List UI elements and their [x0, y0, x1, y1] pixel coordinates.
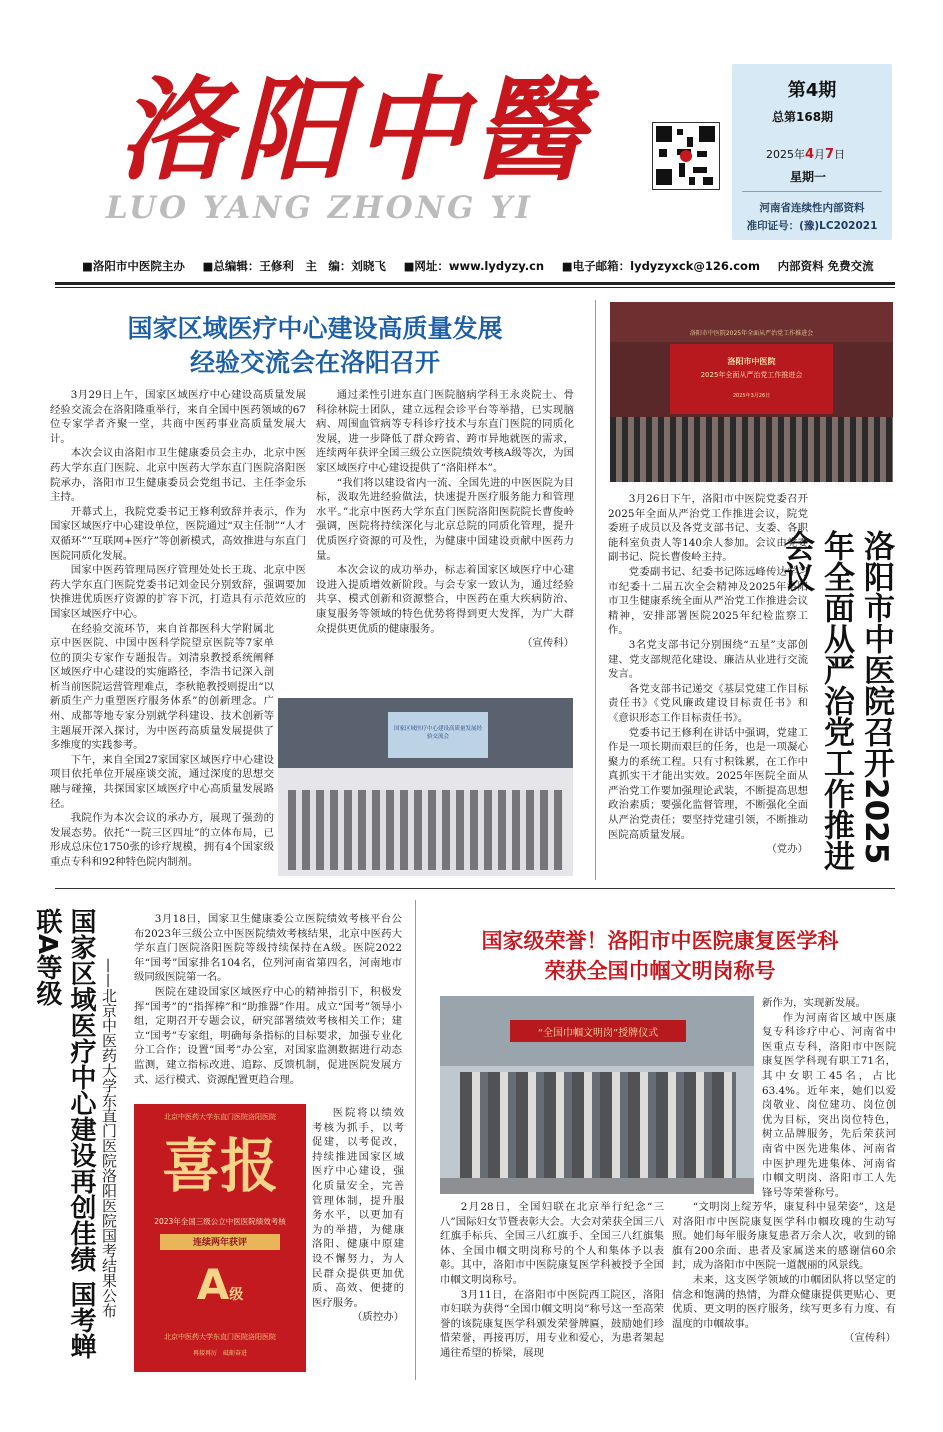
article3-side-column: [312, 1106, 404, 1325]
free-note: 内部资料 免费交流: [777, 259, 874, 273]
permit-number: 准印证号：(豫)LC202021: [746, 220, 878, 232]
paragraph: 3月11日，在洛阳市中医院西工院区，洛阳市妇联为获得“全国巾帼文明岗”称号这一至高荣誉的该院康复医学科颁发荣誉牌匾，鼓励她们珍惜荣誉，再接再厉，用专业和爱心，为患者架起通往希望的桥梁，展现: [440, 1288, 664, 1359]
paragraph: 党委副书记、纪委书记陈远峰传达学习市纪委十二届五次全会精神及2025年洛阳市卫生健康系统全面从严治党工作推进会议精神，安排部署医院2025年纪检监察工作。: [608, 565, 808, 637]
article4-column-2: [672, 1200, 896, 1346]
paragraph: 开幕式上，我院党委书记王修利致辞并表示，作为国家区域医疗中心建设单位，医院通过“双主任制”“人才双循环”“互联网+医疗”等创新模式，高效推进与东直门医院同质化发展。: [50, 505, 306, 562]
article4-column-1: [440, 1200, 664, 1361]
article3-headline: 国家区域医疗中心建设再创佳绩 国考蝉联A等级: [32, 908, 96, 1360]
editor-label: ■总编辑：王修利 主 编：刘晓飞: [202, 259, 386, 273]
paragraph: 党委书记王修利在讲话中强调，党建工作是一项长期而艰巨的任务，也是一项凝心聚力的系统工程。只有寸积铢累，在工作中真抓实干才能出实效。2025年医院全面从严治党工作要加强理论武装，不断提高思想政治素质；要强化监督管理，不断强化全面从严治党责任；要坚持党建引领，不断推动医院高质量发展。: [608, 726, 808, 841]
article3-byline: （质控办）: [352, 1311, 404, 1324]
article1-column-2: [316, 388, 574, 651]
paragraph: 在经验交流环节，来自首都医科大学附属北京中医医院、中国中医科学院望京医院等7家单位的顶尖专家作专题报告。刘清泉教授系统阐释区域医疗中心建设的实施路径，李浩书记深入剖析当前医院运营管理难点，李秋艳教授则提出“以新质生产力重塑医疗服务体系”的创新理念。广州、成都等地专家分别就学科建设、技术创新等主题展开深入探讨，为中医药高质量发展提供了多维度的实践参考。: [50, 622, 274, 752]
publication-type: 河南省连续性内部资料: [759, 202, 865, 214]
award-ceremony-photo: “全国巾帼文明岗”授牌仪式: [440, 996, 754, 1194]
paragraph: 我院作为本次会议的承办方，展现了强劲的发展态势。依托“一院三区四址”的立体布局，已形成总床位1750张的诊疗规模，拥有4个国家级重点专科和92种特色院内制剂。: [50, 812, 274, 868]
paragraph: 国家中医药管理局医疗管理处处长王珑、北京中医药大学东直门医院党委书记刘金民分别致辞，强调要加快推进优质医疗资源的扩容下沉，打造具有示范效应的国家区域医疗中心。: [50, 564, 306, 620]
meeting-photo: 洛阳市中医院2025年全面从严治党工作推进会 洛阳市中医院 2025年全面从严治党工作推进会 2025年3月26日: [610, 302, 893, 482]
paragraph: 未来，这支医学领域的巾帼团队将以坚定的信念和饱满的热情，为群众健康提供更贴心、更优质、更文明的医疗服务，续写更多有力度、有温度的巾帼故事。: [672, 1273, 896, 1330]
paragraph: 3名党支部书记分别围绕“五星”支部创建、党支部规范化建设、廉洁从业进行交流发言。: [608, 638, 808, 681]
paragraph: 医院将以绩效考核为抓手，以考促建，以考促改，持续推进国家区域医疗中心建设，强化质量安全，完善管理体制，提升服务水平，以更加有为的举措，为健康洛阳、健康中原建设不懈努力，为人民群众提供更加优质、高效、便捷的医疗服务。: [312, 1107, 404, 1309]
issue-total: 总第168期: [772, 110, 834, 124]
paragraph: 本次会议由洛阳市卫生健康委员会主办，北京中医药大学东直门医院、北京中医药大学东直门医院洛阳医院承办，洛阳市卫生健康委员会党组书记、主任李金乐主持。: [50, 447, 306, 504]
issue-date: 2025年4月7日: [766, 147, 846, 162]
article1-headline: 国家区域医疗中心建设高质量发展 经验交流会在洛阳召开: [127, 314, 503, 377]
poster-grade: A级: [196, 1260, 244, 1309]
article4-side-column: 新作为，实现新发展。 作为河南省区域中医康复专科诊疗中心、河南省中医重点专科，洛阳市中医院康复医学科现有职工71名，其中女职工45名，占比63.4%。近年来，她们以爱岗敬业、岗位建功、岗位创优为目标，突出岗位特色，树立品牌服务，先后荣获河南省中医先进集体、河南省中医护理先进集体、河南省巾帼文明岗、洛阳市工人先锋号等荣誉称号。: [762, 997, 896, 1199]
article4-byline: （宣传科）: [844, 1332, 896, 1345]
paragraph: “我们将以建设省内一流、全国先进的中医医院为目标，汲取先进经验做法，快速提升医疗服务能力和管理水平。”北京中医药大学东直门医院洛阳医院院长曹俊岭强调，医院将持续深化与北京总院的同质化管理，提升优质医疗资源的可及性，为健康中国建设贡献中医药力量。: [316, 476, 574, 562]
masthead-title: 洛阳中醫: [118, 65, 590, 196]
website-link[interactable]: ■网址：www.lydyzy.cn: [403, 259, 545, 273]
paragraph: 3月29日上午，国家区域医疗中心建设高质量发展经验交流会在洛阳隆重举行，来自全国中医药领域的67位专家学者齐聚一堂，共商中医药事业高质量发展大计。: [50, 389, 306, 445]
conference-photo: 国家区域医疗中心建设高质量发展经验交流会: [278, 698, 573, 876]
paragraph: 本次会议的成功举办，标志着国家区域医疗中心建设进入提质增效新阶段。与会专家一致认为，通过经验共享、模式创新和资源整合，中医药在重大疾病防治、康复服务等领域的特色优势将得到更大发挥，为广大群众提供更优质的健康服务。: [316, 564, 574, 635]
article3-body: [134, 912, 402, 1087]
issue-box: [732, 64, 892, 240]
paragraph: 通过柔性引进东直门医院脑病学科王永炎院士、骨科徐林院士团队，建立远程会诊平台等举措，已实现脑病、周围血管病等专科诊疗技术与东直门医院的同质化发展，进一步降低了群众跨省、跨市异地就医的需求，连续两年获评全国三级公立医院绩效考核A级等次，为国家区域医疗中心建设提供了“洛阳样本”。: [316, 389, 574, 474]
article2-byline: （党办）: [766, 843, 808, 856]
award-poster: 北京中医药大学东直门医院洛阳医院 喜报 2023年全国三级公立中医医院绩效考核 连续两年获评 A级 北京中医药大学东直门医院洛阳医院 再接再厉 砥砺奋进: [134, 1104, 306, 1372]
divider: [742, 191, 882, 192]
section-divider: [55, 888, 895, 889]
article4-headline: 国家级荣誉！洛阳市中医院康复医学科 荣获全国巾帼文明岗称号: [481, 929, 839, 983]
qr-code-icon: [652, 122, 720, 190]
info-bar: [82, 258, 874, 274]
issue-number: 第4期: [787, 80, 837, 101]
column-divider: [415, 900, 416, 1380]
paragraph: 各党支部书记递交《基层党建工作目标责任书》《党风廉政建设目标责任书》和《意识形态工作目标责任书》。: [608, 682, 808, 724]
paragraph: 作为河南省区域中医康复专科诊疗中心、河南省中医重点专科，洛阳市中医院康复医学科现有职工71名，其中女职工45名，占比63.4%。近年来，她们以爱岗敬业、岗位建功、岗位创优为目标，突出岗位特色，树立品牌服务，先后荣获河南省中医先进集体、河南省中医护理先进集体、河南省巾帼文明岗、洛阳市工人先锋号等荣誉称号。: [762, 1011, 896, 1199]
paragraph: 3月26日下午，洛阳市中医院党委召开2025年全面从严治党工作推进会议，院党委班子成员以及各党支部书记、支委、各职能科室负责人等140余人参加。会议由党委副书记、院长曹俊岭主持。: [608, 493, 808, 564]
article2-headline: 洛阳市中医院召开2025年全面从严治党工作推进会议: [778, 530, 894, 871]
divider: [55, 282, 895, 285]
paragraph: 3月18日，国家卫生健康委公立医院绩效考核平台公布2023年三级公立中医医院绩效考核结果，北京中医药大学东直门医院洛阳医院等级持续保持在A级。医院2022年“国考”国家排名104名，位列河南省第四名，河南地市级同级医院第一名。: [134, 913, 402, 984]
divider: [55, 287, 895, 288]
article3-subheadline: ——北京中医药大学东直门医院洛阳医院国考结果公布: [100, 958, 118, 1318]
paragraph: 医院在建设国家区域医疗中心的精神指引下，积极发挥“国考”的“指挥棒”和“助推器”作用。成立“国考”领导小组，定期召开专题会议，研究部署绩效考核相关工作；建立“国考”专家组，明确每条指标的目标要求，加强专业化分工合作；设置“国考”办公室，对国家监测数据进行动态监测，建立指标改进、追踪、反馈机制，促进医院发展方式、运行模式、资源配置更趋合理。: [134, 985, 402, 1086]
issue-weekday: 星期一: [790, 170, 827, 184]
paragraph: “文明岗上绽芳华，康复科中显荣姿”，这是对洛阳市中医院康复医学科巾帼玫瑰的生动写照。她们每年服务康复患者万余人次，收到的锦旗有200余面、患者及家属送来的感谢信60余封，成为洛阳市中医院一道靓丽的风景线。: [672, 1201, 896, 1272]
masthead-pinyin: LUO YANG ZHONG YI: [106, 190, 533, 226]
article1-byline: （宣传科）: [522, 637, 574, 650]
paragraph: 2月28日，全国妇联在北京举行纪念“三八”国际妇女节暨表彰大会。大会对荣获全国三八红旗手标兵、全国三八红旗手、全国三八红旗集体、全国巾帼文明岗称号的个人和集体予以表彰。其中，洛阳市中医院康复医学科被授予全国巾帼文明岗称号。: [440, 1201, 664, 1286]
email-link[interactable]: ■电子邮箱：lydyzyxck@126.com: [561, 259, 760, 273]
paragraph: 下午，来自全国27家国家区域医疗中心建设项目依托单位开展座谈交流，通过深度的思想交融与碰撞，共探国家区域医疗中心高质量发展路径。: [50, 753, 274, 810]
article1-column-1: [50, 388, 306, 870]
column-divider: [595, 300, 596, 880]
sponsor-label: ■洛阳市中医院主办: [82, 259, 185, 273]
